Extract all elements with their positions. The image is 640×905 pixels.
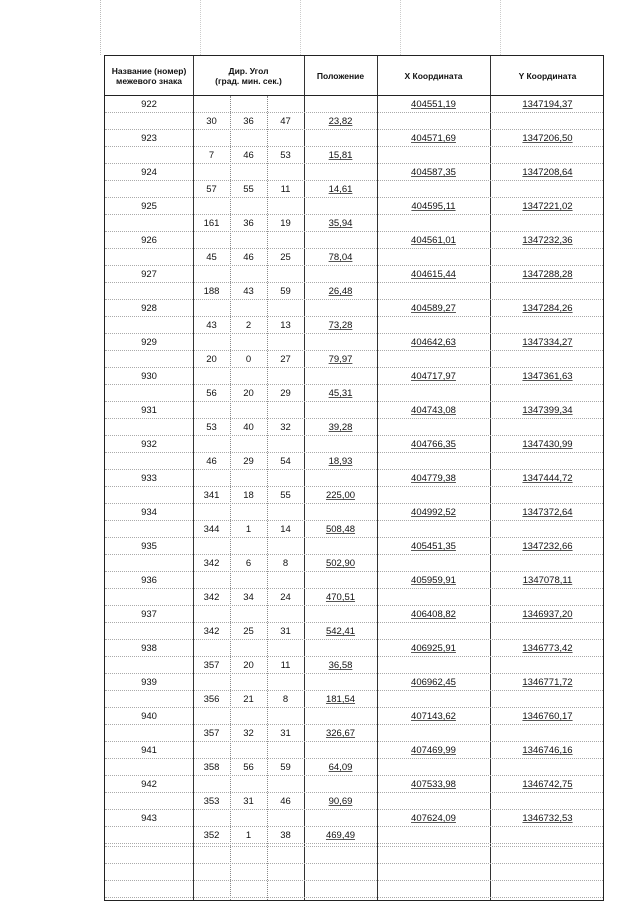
bleed-through-line bbox=[200, 0, 201, 55]
angle-degrees: 353 bbox=[203, 796, 220, 807]
angle-seconds: 32 bbox=[280, 422, 291, 433]
point-row bbox=[105, 402, 603, 419]
angle-seconds: 29 bbox=[280, 388, 291, 399]
angle-degrees: 43 bbox=[206, 320, 217, 331]
segment-length: 542,41 bbox=[325, 626, 356, 637]
segment-row bbox=[105, 759, 603, 776]
segment-row bbox=[105, 623, 603, 640]
angle-degrees: 352 bbox=[203, 830, 220, 841]
angle-degrees: 342 bbox=[203, 626, 220, 637]
angle-seconds: 8 bbox=[282, 558, 289, 569]
angle-minutes: 25 bbox=[243, 626, 254, 637]
angle-minutes: 32 bbox=[243, 728, 254, 739]
point-row bbox=[105, 266, 603, 283]
angle-degrees: 356 bbox=[203, 694, 220, 705]
segment-row bbox=[105, 181, 603, 198]
header-x-column: X Координата bbox=[404, 71, 463, 81]
angle-seconds: 8 bbox=[282, 694, 289, 705]
point-row bbox=[105, 572, 603, 589]
angle-degrees: 46 bbox=[206, 456, 217, 467]
faded-row bbox=[105, 830, 603, 847]
mark-name: 926 bbox=[141, 235, 157, 246]
angle-seconds: 14 bbox=[280, 524, 291, 535]
angle-degrees: 7 bbox=[208, 150, 215, 161]
x-coordinate: 404992,52 bbox=[411, 507, 456, 518]
y-coordinate: 1347221,02 bbox=[522, 201, 573, 212]
x-coordinate: 404779,38 bbox=[411, 473, 456, 484]
segment-row bbox=[105, 317, 603, 334]
mark-name: 941 bbox=[141, 745, 157, 756]
angle-minutes: 36 bbox=[243, 116, 254, 127]
point-row bbox=[105, 776, 603, 793]
angle-minutes: 2 bbox=[245, 320, 252, 331]
angle-minutes: 46 bbox=[243, 252, 254, 263]
angle-minutes: 18 bbox=[243, 490, 254, 501]
faded-row bbox=[105, 864, 603, 881]
angle-seconds: 11 bbox=[280, 660, 291, 671]
y-coordinate: 1346760,17 bbox=[522, 711, 573, 722]
point-row bbox=[105, 198, 603, 215]
segment-length: 90,69 bbox=[328, 796, 353, 807]
segment-length: 14,61 bbox=[328, 184, 353, 195]
angle-seconds: 24 bbox=[280, 592, 291, 603]
segment-row bbox=[105, 793, 603, 810]
mark-name: 938 bbox=[141, 643, 157, 654]
point-row bbox=[105, 368, 603, 385]
segment-row bbox=[105, 283, 603, 300]
segment-length: 26,48 bbox=[328, 286, 353, 297]
segment-length: 39,28 bbox=[328, 422, 353, 433]
angle-minutes: 21 bbox=[243, 694, 254, 705]
segment-length: 508,48 bbox=[325, 524, 356, 535]
bleed-through-line bbox=[500, 0, 501, 55]
segment-length: 469,49 bbox=[325, 830, 356, 841]
x-coordinate: 407624,09 bbox=[411, 813, 456, 824]
angle-minutes: 6 bbox=[245, 558, 252, 569]
angle-minutes: 40 bbox=[243, 422, 254, 433]
segment-length: 45,31 bbox=[328, 388, 353, 399]
point-row bbox=[105, 96, 603, 113]
segment-length: 502,90 bbox=[325, 558, 356, 569]
angle-seconds: 59 bbox=[280, 286, 291, 297]
header-name-column: Название (номер) межевого знака bbox=[111, 66, 187, 86]
angle-minutes: 34 bbox=[243, 592, 254, 603]
angle-seconds: 59 bbox=[280, 762, 291, 773]
angle-seconds: 53 bbox=[280, 150, 291, 161]
angle-minutes: 0 bbox=[245, 354, 252, 365]
y-coordinate: 1347232,66 bbox=[522, 541, 573, 552]
y-coordinate: 1346773,42 bbox=[522, 643, 573, 654]
angle-minutes: 29 bbox=[243, 456, 254, 467]
y-coordinate: 1347078,11 bbox=[522, 575, 573, 586]
segment-length: 15,81 bbox=[328, 150, 353, 161]
angle-minutes: 20 bbox=[243, 660, 254, 671]
y-coordinate: 1346746,16 bbox=[522, 745, 573, 756]
point-row bbox=[105, 606, 603, 623]
angle-minutes: 1 bbox=[245, 830, 252, 841]
angle-minutes: 55 bbox=[243, 184, 254, 195]
mark-name: 940 bbox=[141, 711, 157, 722]
bleed-through-line bbox=[400, 0, 401, 55]
angle-degrees: 30 bbox=[206, 116, 217, 127]
x-coordinate: 404766,35 bbox=[411, 439, 456, 450]
segment-row bbox=[105, 351, 603, 368]
angle-degrees: 342 bbox=[203, 558, 220, 569]
segment-length: 225,00 bbox=[325, 490, 356, 501]
mark-name: 939 bbox=[141, 677, 157, 688]
segment-row bbox=[105, 385, 603, 402]
segment-row bbox=[105, 147, 603, 164]
x-coordinate: 404587,35 bbox=[411, 167, 456, 178]
angle-degrees: 45 bbox=[206, 252, 217, 263]
y-coordinate: 1346771,72 bbox=[522, 677, 573, 688]
angle-degrees: 53 bbox=[206, 422, 217, 433]
point-row bbox=[105, 164, 603, 181]
segment-length: 35,94 bbox=[328, 218, 353, 229]
header-angle-column bbox=[193, 56, 304, 96]
faded-row bbox=[105, 881, 603, 898]
mark-name: 934 bbox=[141, 507, 157, 518]
segment-row bbox=[105, 249, 603, 266]
x-coordinate: 404717,97 bbox=[411, 371, 456, 382]
mark-name: 932 bbox=[141, 439, 157, 450]
mark-name: 943 bbox=[141, 813, 157, 824]
segment-row bbox=[105, 521, 603, 538]
angle-minutes: 46 bbox=[243, 150, 254, 161]
mark-name: 942 bbox=[141, 779, 157, 790]
point-row bbox=[105, 130, 603, 147]
header-y-column: Y Координата bbox=[518, 71, 577, 81]
angle-degrees: 20 bbox=[206, 354, 217, 365]
x-coordinate: 404642,63 bbox=[411, 337, 456, 348]
header-length-column: Положение bbox=[316, 71, 365, 81]
mark-name: 928 bbox=[141, 303, 157, 314]
angle-degrees: 344 bbox=[203, 524, 220, 535]
angle-degrees: 358 bbox=[203, 762, 220, 773]
mark-name: 923 bbox=[141, 133, 157, 144]
point-row bbox=[105, 810, 603, 827]
mark-name: 929 bbox=[141, 337, 157, 348]
header-angle-title: Дир. Угол bbox=[228, 66, 269, 76]
boundary-marks-table bbox=[104, 55, 604, 901]
angle-seconds: 54 bbox=[280, 456, 291, 467]
mark-name: 930 bbox=[141, 371, 157, 382]
y-coordinate: 1347232,36 bbox=[522, 235, 573, 246]
angle-seconds: 25 bbox=[280, 252, 291, 263]
angle-degrees: 341 bbox=[203, 490, 220, 501]
point-row bbox=[105, 300, 603, 317]
point-row bbox=[105, 232, 603, 249]
point-row bbox=[105, 334, 603, 351]
segment-length: 18,93 bbox=[328, 456, 353, 467]
x-coordinate: 404595,11 bbox=[411, 201, 456, 212]
angle-seconds: 27 bbox=[280, 354, 291, 365]
mark-name: 927 bbox=[141, 269, 157, 280]
angle-seconds: 38 bbox=[280, 830, 291, 841]
mark-name: 924 bbox=[141, 167, 157, 178]
x-coordinate: 406408,82 bbox=[411, 609, 456, 620]
segment-length: 23,82 bbox=[328, 116, 353, 127]
angle-degrees: 357 bbox=[203, 660, 220, 671]
bleed-through-area bbox=[100, 0, 609, 55]
segment-row bbox=[105, 215, 603, 232]
segment-row bbox=[105, 589, 603, 606]
y-coordinate: 1347206,50 bbox=[522, 133, 573, 144]
angle-minutes: 20 bbox=[243, 388, 254, 399]
segment-length: 181,54 bbox=[325, 694, 356, 705]
faded-row bbox=[105, 847, 603, 864]
segment-row bbox=[105, 453, 603, 470]
y-coordinate: 1347372,64 bbox=[522, 507, 573, 518]
angle-minutes: 1 bbox=[245, 524, 252, 535]
mark-name: 936 bbox=[141, 575, 157, 586]
mark-name: 931 bbox=[141, 405, 157, 416]
y-coordinate: 1346732,53 bbox=[522, 813, 573, 824]
angle-degrees: 342 bbox=[203, 592, 220, 603]
point-row bbox=[105, 470, 603, 487]
x-coordinate: 405451,35 bbox=[411, 541, 456, 552]
point-row bbox=[105, 742, 603, 759]
angle-degrees: 357 bbox=[203, 728, 220, 739]
segment-row bbox=[105, 113, 603, 130]
point-row bbox=[105, 538, 603, 555]
mark-name: 935 bbox=[141, 541, 157, 552]
angle-degrees: 161 bbox=[203, 218, 220, 229]
x-coordinate: 404589,27 bbox=[411, 303, 456, 314]
x-coordinate: 406962,45 bbox=[411, 677, 456, 688]
x-coordinate: 404743,08 bbox=[411, 405, 456, 416]
angle-seconds: 46 bbox=[280, 796, 291, 807]
mark-name: 937 bbox=[141, 609, 157, 620]
angle-seconds: 13 bbox=[280, 320, 291, 331]
x-coordinate: 407143,62 bbox=[411, 711, 456, 722]
segment-length: 73,28 bbox=[328, 320, 353, 331]
x-coordinate: 404615,44 bbox=[411, 269, 456, 280]
point-row bbox=[105, 640, 603, 657]
header-angle-subtitle: (град. мин. сек.) bbox=[215, 76, 282, 86]
y-coordinate: 1347194,37 bbox=[522, 99, 573, 110]
segment-row bbox=[105, 419, 603, 436]
segment-length: 36,58 bbox=[328, 660, 353, 671]
angle-seconds: 31 bbox=[280, 728, 291, 739]
point-row bbox=[105, 436, 603, 453]
y-coordinate: 1347444,72 bbox=[522, 473, 573, 484]
y-coordinate: 1346937,20 bbox=[522, 609, 573, 620]
segment-row bbox=[105, 725, 603, 742]
segment-length: 78,04 bbox=[328, 252, 353, 263]
x-coordinate: 405959,91 bbox=[411, 575, 456, 586]
x-coordinate: 406925,91 bbox=[411, 643, 456, 654]
y-coordinate: 1347399,34 bbox=[522, 405, 573, 416]
segment-length: 470,51 bbox=[325, 592, 356, 603]
x-coordinate: 404561,01 bbox=[411, 235, 456, 246]
angle-minutes: 36 bbox=[243, 218, 254, 229]
point-row bbox=[105, 674, 603, 691]
segment-length: 79,97 bbox=[328, 354, 353, 365]
bleed-through-line bbox=[300, 0, 301, 55]
angle-minutes: 31 bbox=[243, 796, 254, 807]
x-coordinate: 407469,99 bbox=[411, 745, 456, 756]
angle-seconds: 31 bbox=[280, 626, 291, 637]
segment-length: 326,67 bbox=[325, 728, 356, 739]
point-row bbox=[105, 708, 603, 725]
segment-row bbox=[105, 487, 603, 504]
angle-seconds: 19 bbox=[280, 218, 291, 229]
segment-row bbox=[105, 691, 603, 708]
x-coordinate: 404551,19 bbox=[411, 99, 456, 110]
mark-name: 922 bbox=[141, 99, 157, 110]
y-coordinate: 1347430,99 bbox=[522, 439, 573, 450]
angle-degrees: 188 bbox=[203, 286, 220, 297]
segment-row bbox=[105, 555, 603, 572]
y-coordinate: 1346742,75 bbox=[522, 779, 573, 790]
mark-name: 925 bbox=[141, 201, 157, 212]
y-coordinate: 1347288,28 bbox=[522, 269, 573, 280]
point-row bbox=[105, 504, 603, 521]
segment-length: 64,09 bbox=[328, 762, 353, 773]
angle-minutes: 43 bbox=[243, 286, 254, 297]
mark-name: 933 bbox=[141, 473, 157, 484]
x-coordinate: 404571,69 bbox=[411, 133, 456, 144]
angle-seconds: 11 bbox=[280, 184, 291, 195]
table-header bbox=[105, 56, 603, 96]
x-coordinate: 407533,98 bbox=[411, 779, 456, 790]
angle-seconds: 47 bbox=[280, 116, 291, 127]
angle-seconds: 55 bbox=[280, 490, 291, 501]
y-coordinate: 1347208,64 bbox=[522, 167, 573, 178]
angle-minutes: 56 bbox=[243, 762, 254, 773]
angle-degrees: 56 bbox=[206, 388, 217, 399]
y-coordinate: 1347361,63 bbox=[522, 371, 573, 382]
y-coordinate: 1347284,26 bbox=[522, 303, 573, 314]
segment-row bbox=[105, 657, 603, 674]
y-coordinate: 1347334,27 bbox=[522, 337, 573, 348]
angle-degrees: 57 bbox=[206, 184, 217, 195]
